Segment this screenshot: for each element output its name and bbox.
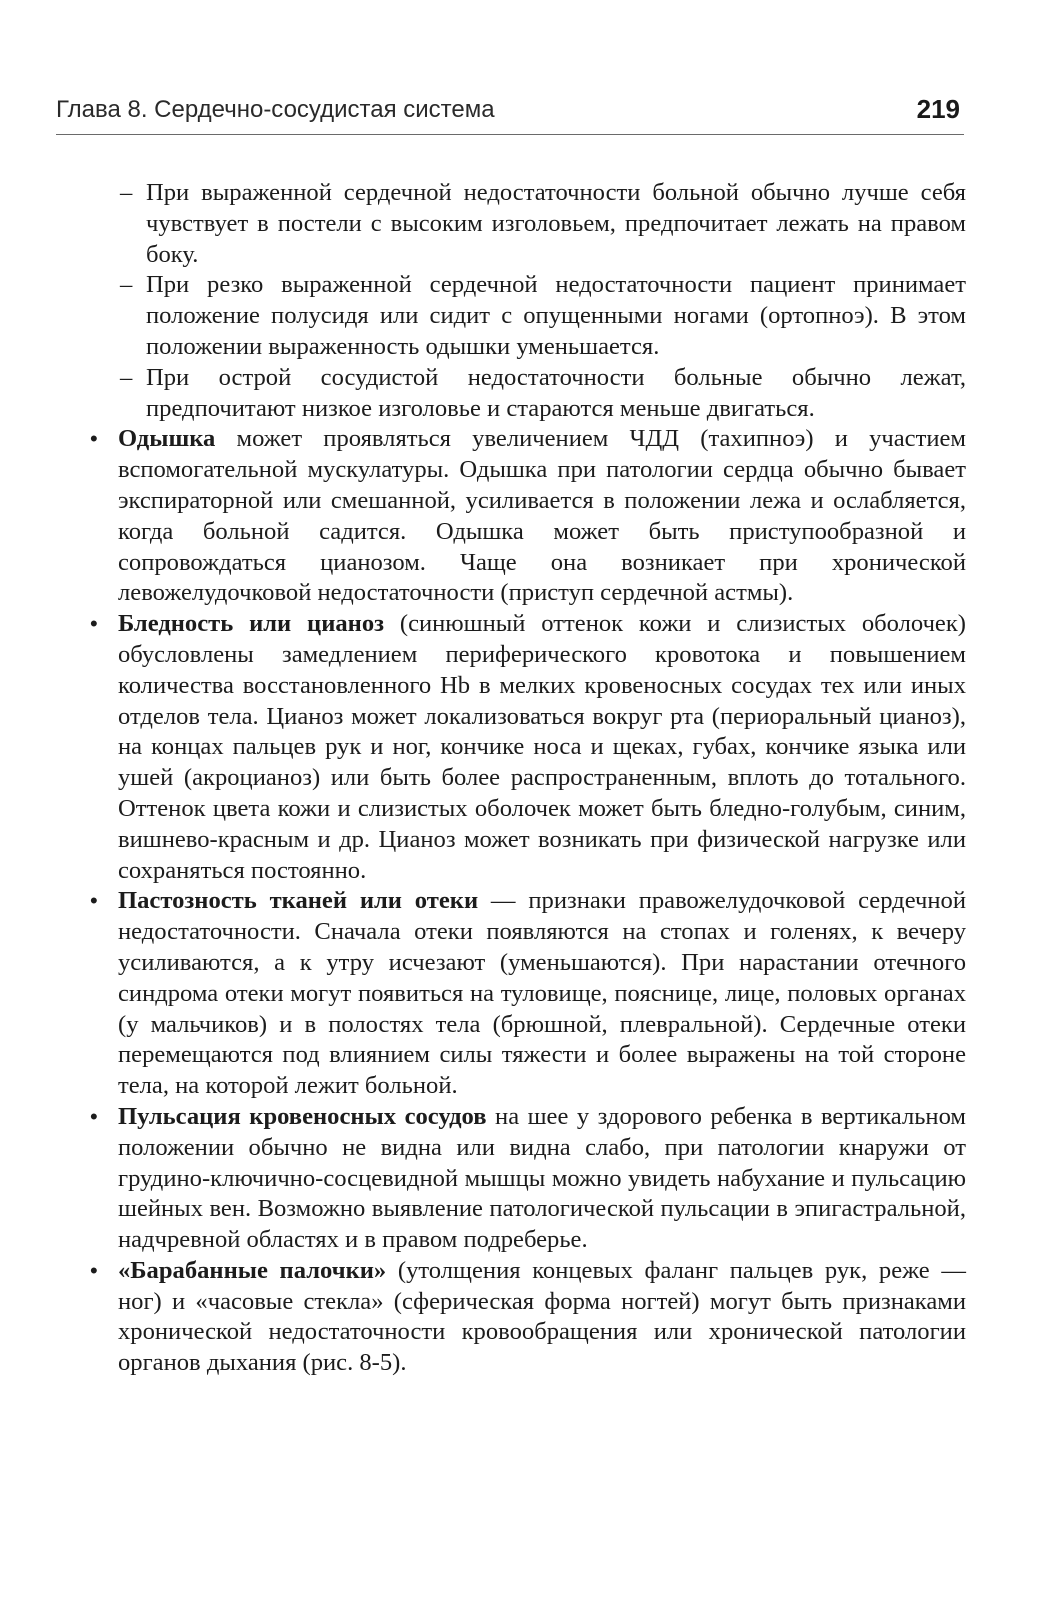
bullet-term: Пульсация кровеносных сосудов <box>118 1102 487 1130</box>
chapter-title: Глава 8. Сердечно-сосудистая система <box>56 96 495 123</box>
bullet-text: (утолщения концевых фаланг пальцев рук, реже — ног) и «часовые стекла» (сферическая форма ногтей) могут быть признаками хронической недостаточности кровообращения или хронической патологии органов дыхания (рис. 8-5). <box>118 1256 966 1377</box>
bullet-text: на шее у здорового ребенка в вертикальном положении обычно не видна или видна слабо, при патологии кнаружи от грудино-ключично-сосцевидной мышцы можно увидеть набухание и пульсацию шейных вен. Возможно выявление патологической пульсации в эпигастральной, надчревной областях и в правом подреберье. <box>118 1102 966 1254</box>
page-number: 219 <box>916 94 960 124</box>
bullet-text: может проявляться увеличением ЧДД (тахипноэ) и участием вспомогательной мускулатуры. Одышка при патологии сердца обычно бывает экспираторной или смешанной, усиливается в положении лежа и ослабляется, когда больной садится. Одышка может быть приступообразной и сопровождаться цианозом. Чаще она возникает при хронической левожелудочковой недостаточности (приступ сердечной астмы). <box>118 425 966 607</box>
bullet-term: Одышка <box>118 425 216 453</box>
bullet-list-item <box>84 886 966 1102</box>
bullet-term: Пастозность тканей или отеки <box>118 887 479 915</box>
dash-marker: – <box>120 271 133 299</box>
bullet-list-item <box>84 609 966 886</box>
bullet-text: — признаки правожелудочковой сердечной недостаточности. Сначала отеки появляются на стопах и голенях, к вечеру усиливаются, а к утру исчезают (уменьшаются). При нарастании отечного синдрома отеки могут появиться на туловище, пояснице, лице, половых органах (у мальчиков) и в полостях тела (брюшной, плевральной). Сердечные отеки перемещаются под влиянием силы тяжести и более выражены на той стороне тела, на которой лежит больной. <box>118 887 966 1100</box>
bullet-list-item <box>84 424 966 609</box>
dash-item-text: При острой сосудистой недостаточности больные обычно лежат, предпочитают низкое изголовье и стараются меньше двигаться. <box>146 363 966 422</box>
bullet-list-item <box>84 1102 966 1256</box>
dash-list-item <box>120 363 966 425</box>
bullet-term: Бледность или цианоз <box>118 610 385 638</box>
bullet-term: «Барабанные палочки» <box>118 1256 387 1284</box>
bullet-list-item <box>84 1256 966 1379</box>
bullet-marker: • <box>90 888 98 914</box>
bullet-text: (синюшный оттенок кожи и слизистых оболочек) обусловлены замедлением периферического кровотока и повышением количества восстановленного Hb в мелких кровеносных сосудах тех или иных отделов тела. Цианоз может локализоваться вокруг рта (периоральный цианоз), на концах пальцев рук и ног, кончике носа и щеках, губах, кончике языка или ушей (акроцианоз) или быть более распространенным, вплоть до тотального. Оттенок цвета кожи и слизистых оболочек может быть бледно-голубым, синим, вишнево-красным и др. Цианоз может возникать при физической нагрузке или сохраняться постоянно. <box>118 610 966 884</box>
page-body <box>84 178 966 1379</box>
bullet-marker: • <box>90 1103 98 1129</box>
dash-marker: – <box>120 179 133 206</box>
dash-list-item <box>120 270 966 362</box>
bullet-marker: • <box>90 426 98 452</box>
dash-list-item <box>120 178 966 270</box>
dash-item-text: При выраженной сердечной недостаточности больной обычно лучше себя чувствует в постели с высоким изголовьем, предпочитает лежать на правом боку. <box>146 179 966 268</box>
bullet-marker: • <box>90 611 98 637</box>
dash-marker: – <box>120 363 133 391</box>
running-header <box>56 94 964 135</box>
dash-item-text: При резко выраженной сердечной недостаточности пациент принимает положение полусидя или сидит с опущенными ногами (ортопноэ). В этом положении выраженность одышки уменьшается. <box>146 271 966 360</box>
bullet-marker: • <box>90 1257 98 1283</box>
